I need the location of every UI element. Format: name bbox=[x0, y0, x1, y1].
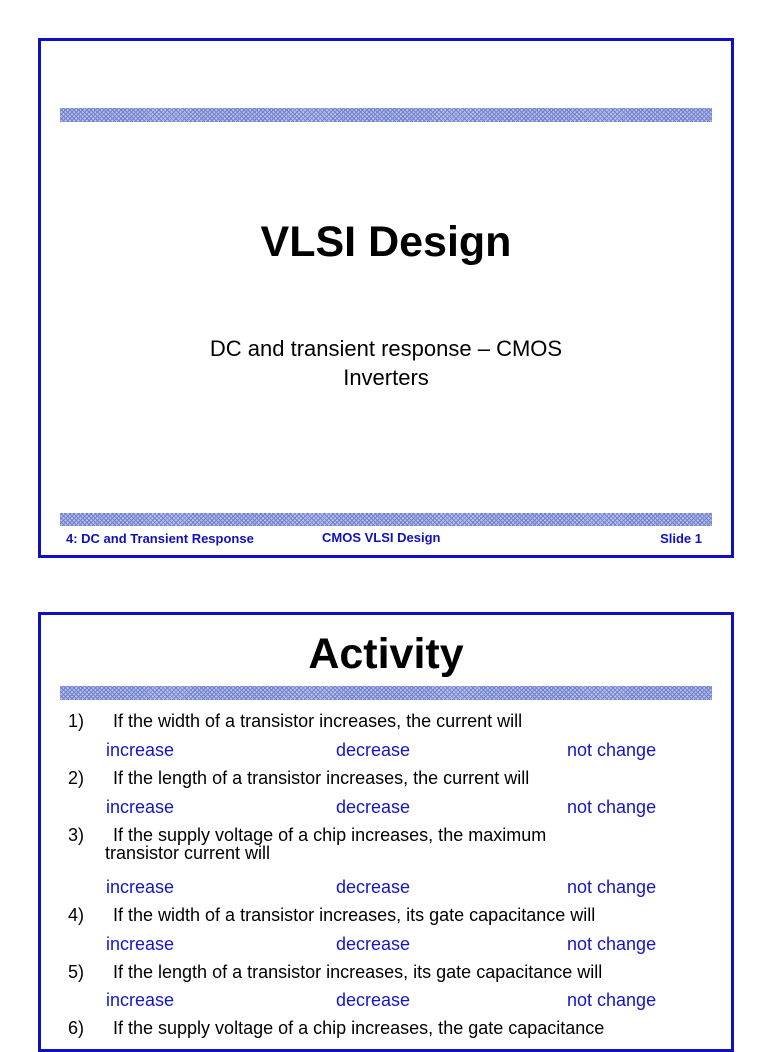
option-decrease: decrease bbox=[336, 990, 411, 1010]
question-number: 1) bbox=[68, 711, 85, 731]
question-text: If the length of a transistor increases, the current will bbox=[113, 768, 530, 788]
title-pattern-band bbox=[60, 686, 712, 700]
question-number: 6) bbox=[68, 1018, 85, 1038]
option-increase: increase bbox=[106, 990, 175, 1010]
question-number: 4) bbox=[68, 905, 85, 925]
question-5 bbox=[68, 963, 718, 981]
top-pattern-band bbox=[60, 108, 712, 122]
question-1 bbox=[68, 712, 718, 730]
option-decrease: decrease bbox=[336, 797, 411, 817]
option-increase: increase bbox=[106, 934, 175, 954]
slide-title: VLSI Design bbox=[260, 218, 512, 266]
option-not-change: not change bbox=[567, 740, 657, 760]
option-not-change: not change bbox=[567, 877, 657, 897]
option-decrease: decrease bbox=[336, 934, 411, 954]
option-increase: increase bbox=[106, 797, 175, 817]
question-number: 5) bbox=[68, 962, 85, 982]
question-text: If the length of a transistor increases, its gate capacitance will bbox=[113, 962, 603, 982]
question-text: If the supply voltage of a chip increases, the gate capacitance bbox=[113, 1018, 605, 1038]
slide-subtitle bbox=[161, 334, 611, 392]
option-not-change: not change bbox=[567, 990, 657, 1010]
question-2 bbox=[68, 769, 718, 787]
subtitle-line-1: DC and transient response – CMOS bbox=[209, 336, 563, 361]
option-decrease: decrease bbox=[336, 877, 411, 897]
question-text: If the width of a transistor increases, its gate capacitance will bbox=[113, 905, 596, 925]
question-text: If the supply voltage of a chip increases, the maximum bbox=[113, 825, 547, 845]
footer-pattern-band bbox=[60, 513, 712, 526]
question-4 bbox=[68, 906, 718, 924]
option-decrease: decrease bbox=[336, 740, 411, 760]
option-increase: increase bbox=[106, 740, 175, 760]
slide-title: Activity bbox=[308, 630, 464, 678]
question-text: If the width of a transistor increases, the current will bbox=[113, 711, 523, 731]
title-slide bbox=[38, 38, 734, 558]
footer-chapter: 4: DC and Transient Response bbox=[66, 531, 254, 546]
footer-slide-number: Slide 1 bbox=[660, 531, 702, 546]
option-not-change: not change bbox=[567, 934, 657, 954]
option-not-change: not change bbox=[567, 797, 657, 817]
option-increase: increase bbox=[106, 877, 175, 897]
activity-slide bbox=[38, 612, 734, 1052]
question-6 bbox=[68, 1019, 718, 1037]
question-3 bbox=[68, 826, 718, 862]
subtitle-line-2: Inverters bbox=[343, 365, 429, 390]
question-number: 3) bbox=[68, 825, 85, 845]
footer-course: CMOS VLSI Design bbox=[322, 530, 441, 545]
question-number: 2) bbox=[68, 768, 85, 788]
question-text-cont: transistor current will bbox=[105, 843, 271, 863]
